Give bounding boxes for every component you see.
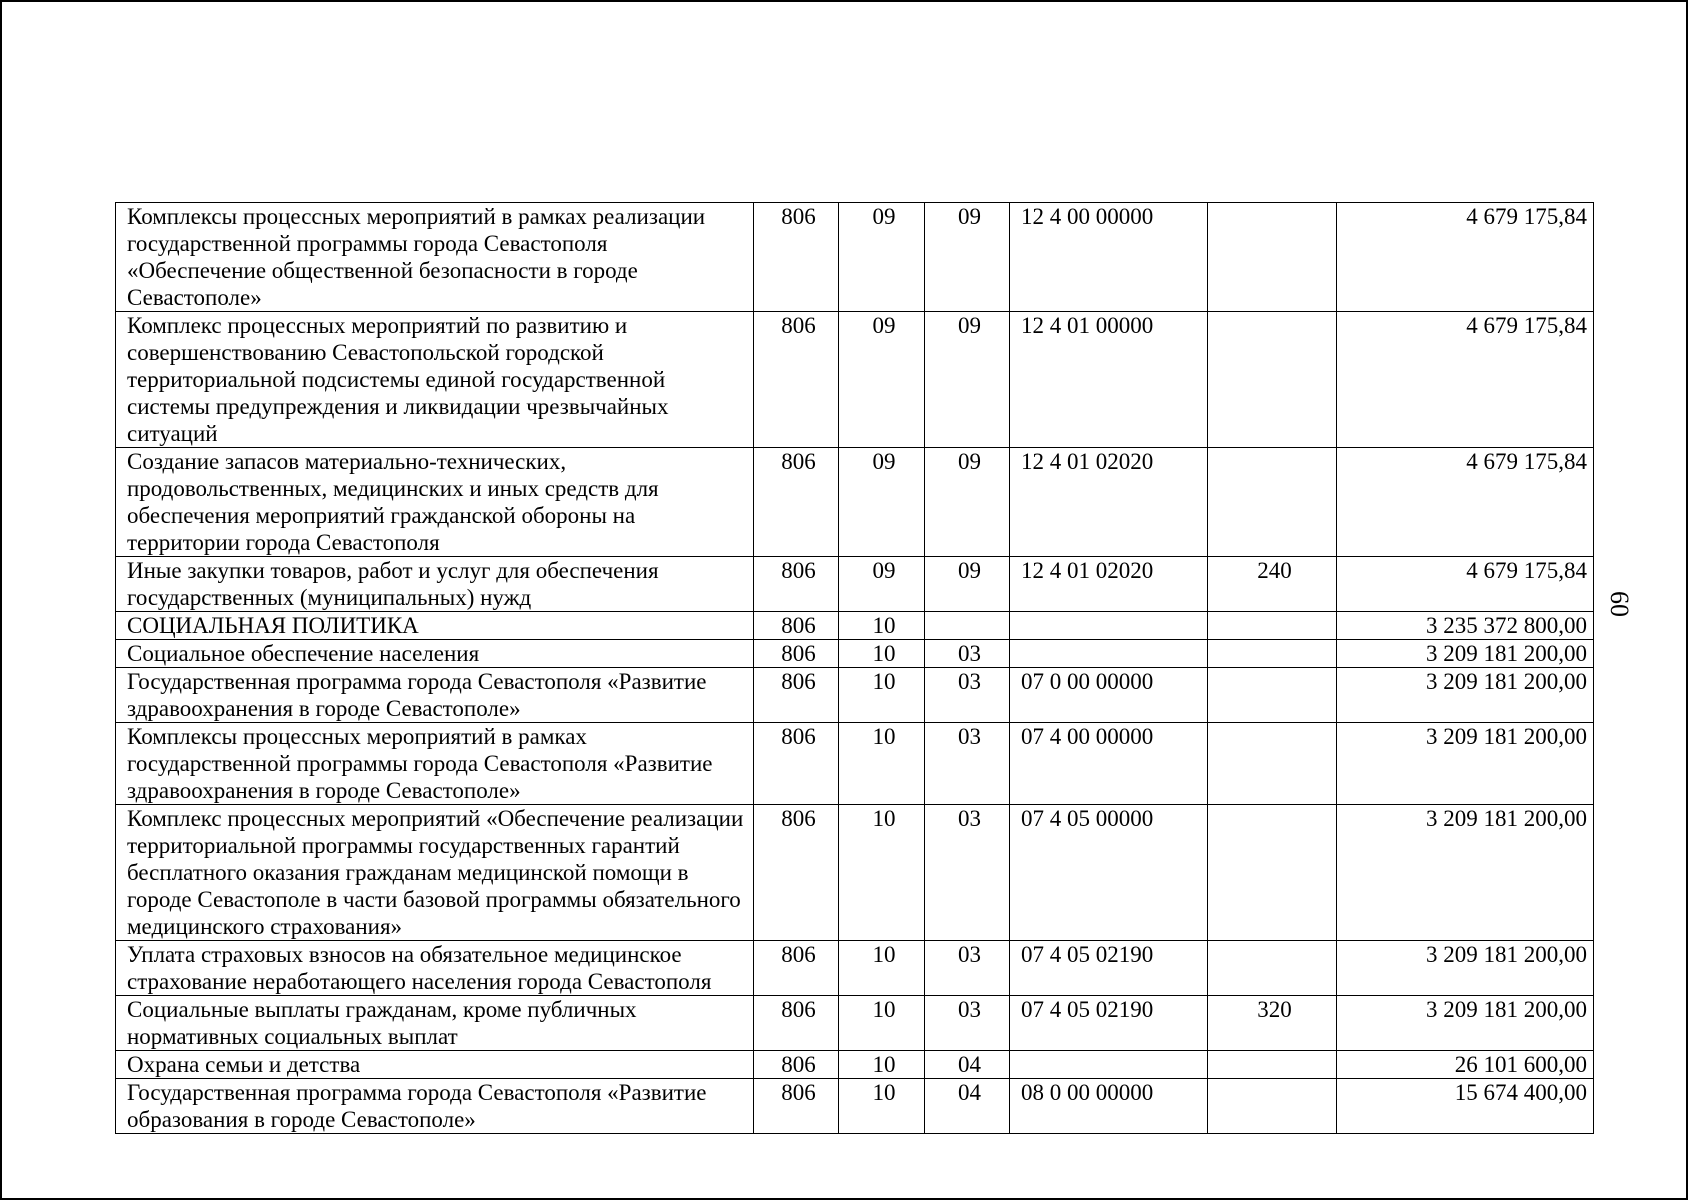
row-section-code: 09 (839, 448, 925, 557)
row-gr-code: 806 (754, 668, 839, 723)
row-gr-code: 806 (754, 996, 839, 1051)
row-expense-type (1208, 203, 1337, 312)
row-section-code: 10 (839, 1079, 925, 1134)
table-row (116, 723, 1594, 805)
row-section-code: 10 (839, 1051, 925, 1079)
row-section-code: 09 (839, 312, 925, 448)
row-name: Комплекс процессных мероприятий «Обеспечение реализации территориальной программы государственных гарантий бесплатного оказания гражданам медицинской помощи в городе Севастополе в части базовой программы обязательного медицинского страхования» (116, 805, 754, 941)
row-subsection-code: 03 (925, 805, 1010, 941)
row-amount: 4 679 175,84 (1337, 557, 1594, 612)
row-subsection-code: 03 (925, 941, 1010, 996)
row-target-article: 07 4 05 02190 (1010, 996, 1208, 1051)
row-section-code: 10 (839, 612, 925, 640)
table-row (116, 805, 1594, 941)
row-name: Комплекс процессных мероприятий по развитию и совершенствованию Севастопольской городской территориальной подсистемы единой государственной системы предупреждения и ликвидации чрезвычайных ситуаций (116, 312, 754, 448)
row-expense-type (1208, 805, 1337, 941)
row-subsection-code: 09 (925, 312, 1010, 448)
row-name: Иные закупки товаров, работ и услуг для обеспечения государственных (муниципальных) нужд (116, 557, 754, 612)
row-expense-type (1208, 941, 1337, 996)
row-gr-code: 806 (754, 612, 839, 640)
row-name: Социальное обеспечение населения (116, 640, 754, 668)
row-subsection-code: 03 (925, 723, 1010, 805)
row-gr-code: 806 (754, 1079, 839, 1134)
row-name: Комплексы процессных мероприятий в рамках государственной программы города Севастополя «Развитие здравоохранения в городе Севастополе» (116, 723, 754, 805)
table-row (116, 1051, 1594, 1079)
row-amount: 4 679 175,84 (1337, 203, 1594, 312)
row-subsection-code: 04 (925, 1051, 1010, 1079)
row-expense-type (1208, 668, 1337, 723)
row-target-article: 12 4 01 00000 (1010, 312, 1208, 448)
row-amount: 3 235 372 800,00 (1337, 612, 1594, 640)
row-name: Охрана семьи и детства (116, 1051, 754, 1079)
row-name: Комплексы процессных мероприятий в рамках реализации государственной программы города Севастополя «Обеспечение общественной безопасности в городе Севастополе» (116, 203, 754, 312)
table-row (116, 448, 1594, 557)
row-name: Создание запасов материально-технических, продовольственных, медицинских и иных средств для обеспечения мероприятий гражданской обороны на территории города Севастополя (116, 448, 754, 557)
table-row (116, 996, 1594, 1051)
row-target-article: 07 4 00 00000 (1010, 723, 1208, 805)
row-gr-code: 806 (754, 557, 839, 612)
row-section-code: 10 (839, 640, 925, 668)
row-subsection-code: 03 (925, 668, 1010, 723)
row-target-article (1010, 612, 1208, 640)
row-expense-type: 320 (1208, 996, 1337, 1051)
row-amount: 3 209 181 200,00 (1337, 941, 1594, 996)
table-row (116, 312, 1594, 448)
row-target-article: 07 4 05 00000 (1010, 805, 1208, 941)
row-subsection-code: 09 (925, 557, 1010, 612)
row-amount: 3 209 181 200,00 (1337, 640, 1594, 668)
row-name: Уплата страховых взносов на обязательное медицинское страхование неработающего населения города Севастополя (116, 941, 754, 996)
table-row (116, 557, 1594, 612)
row-target-article (1010, 640, 1208, 668)
row-amount: 4 679 175,84 (1337, 448, 1594, 557)
row-amount: 3 209 181 200,00 (1337, 996, 1594, 1051)
row-name: Государственная программа города Севастополя «Развитие здравоохранения в городе Севастополе» (116, 668, 754, 723)
table-row (116, 941, 1594, 996)
row-target-article: 07 4 05 02190 (1010, 941, 1208, 996)
row-subsection-code (925, 612, 1010, 640)
row-section-code: 09 (839, 203, 925, 312)
row-amount: 3 209 181 200,00 (1337, 805, 1594, 941)
row-target-article: 12 4 01 02020 (1010, 557, 1208, 612)
table-row (116, 640, 1594, 668)
row-amount: 26 101 600,00 (1337, 1051, 1594, 1079)
budget-table-body (116, 203, 1594, 1134)
table-row (116, 668, 1594, 723)
row-amount: 15 674 400,00 (1337, 1079, 1594, 1134)
row-expense-type (1208, 1051, 1337, 1079)
row-target-article: 12 4 01 02020 (1010, 448, 1208, 557)
row-gr-code: 806 (754, 1051, 839, 1079)
row-gr-code: 806 (754, 312, 839, 448)
row-target-article (1010, 1051, 1208, 1079)
row-section-code: 10 (839, 723, 925, 805)
row-expense-type (1208, 612, 1337, 640)
table-row (116, 612, 1594, 640)
row-target-article: 12 4 00 00000 (1010, 203, 1208, 312)
row-section-code: 09 (839, 557, 925, 612)
row-section-code: 10 (839, 941, 925, 996)
row-gr-code: 806 (754, 723, 839, 805)
row-gr-code: 806 (754, 941, 839, 996)
row-subsection-code: 03 (925, 640, 1010, 668)
row-gr-code: 806 (754, 448, 839, 557)
row-subsection-code: 09 (925, 203, 1010, 312)
row-gr-code: 806 (754, 640, 839, 668)
row-section-code: 10 (839, 668, 925, 723)
row-amount: 3 209 181 200,00 (1337, 668, 1594, 723)
row-target-article: 08 0 00 00000 (1010, 1079, 1208, 1134)
row-name: Государственная программа города Севастополя «Развитие образования в городе Севастополе» (116, 1079, 754, 1134)
budget-table (115, 202, 1594, 1134)
page-number: 60 (1605, 591, 1634, 617)
row-subsection-code: 09 (925, 448, 1010, 557)
row-gr-code: 806 (754, 203, 839, 312)
row-subsection-code: 04 (925, 1079, 1010, 1134)
row-gr-code: 806 (754, 805, 839, 941)
row-expense-type (1208, 640, 1337, 668)
row-target-article: 07 0 00 00000 (1010, 668, 1208, 723)
row-subsection-code: 03 (925, 996, 1010, 1051)
row-expense-type (1208, 723, 1337, 805)
table-row (116, 1079, 1594, 1134)
row-section-code: 10 (839, 996, 925, 1051)
row-expense-type: 240 (1208, 557, 1337, 612)
row-expense-type (1208, 312, 1337, 448)
row-name: Социальные выплаты гражданам, кроме публичных нормативных социальных выплат (116, 996, 754, 1051)
row-amount: 3 209 181 200,00 (1337, 723, 1594, 805)
table-row (116, 203, 1594, 312)
row-expense-type (1208, 448, 1337, 557)
row-section-code: 10 (839, 805, 925, 941)
row-amount: 4 679 175,84 (1337, 312, 1594, 448)
row-name: СОЦИАЛЬНАЯ ПОЛИТИКА (116, 612, 754, 640)
row-expense-type (1208, 1079, 1337, 1134)
